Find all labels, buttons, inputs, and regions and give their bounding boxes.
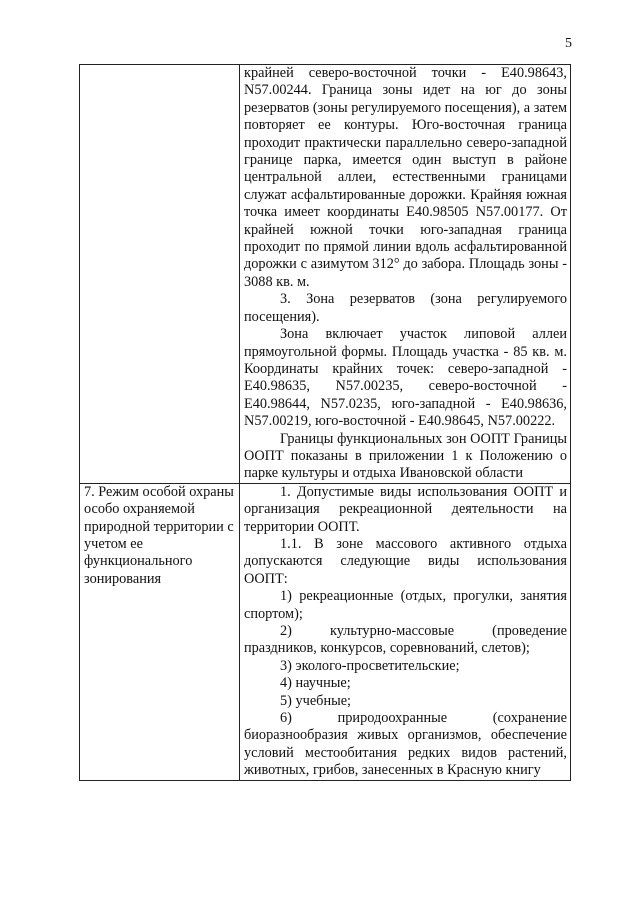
row1-right-cell bbox=[240, 65, 571, 484]
paragraph: 1. Допустимые виды использования ООПТ и организация рекреационной деятельности на территории ООПТ. bbox=[244, 483, 567, 535]
page-number: 5 bbox=[565, 36, 572, 51]
table-row bbox=[80, 65, 571, 484]
paragraph: Границы функциональных зон ООПТ Границы ООПТ показаны в приложении 1 к Положению о парке культуры и отдыха Ивановской области bbox=[244, 430, 567, 482]
paragraph: 1) рекреационные (отдых, прогулки, занятия спортом); bbox=[244, 588, 567, 622]
paragraph: Зона включает участок липовой аллеи прямоугольной формы. Площадь участка - 85 кв. м. Координаты крайних точек: северо-западной - E40.98635, N57.00235, северо-восточной - E40.98644, N57.0235, юго-западной - E40.98636, N57.00219, юго-восточной - E40.98645, N57.00222. bbox=[244, 326, 567, 430]
paragraph: 3) эколого-просветительские; bbox=[280, 657, 460, 674]
row2-left-cell bbox=[80, 483, 240, 780]
paragraph: 6) природоохранные (сохранение биоразнообразия живых организмов, обеспечение условий местообитания редких видов растений, животных, грибов, занесенных в Красную книгу bbox=[244, 710, 567, 779]
table-row bbox=[80, 483, 571, 780]
paragraph: 5) учебные; bbox=[280, 692, 352, 709]
paragraph: 1.1. В зоне массового активного отдыха допускаются следующие виды использования ООПТ: bbox=[244, 535, 567, 587]
paragraph: 2) культурно-массовые (проведение праздников, конкурсов, соревнований, слетов); bbox=[244, 623, 567, 657]
paragraph: крайней северо-восточной точки - E40.98643, N57.00244. Граница зоны идет на юг до зоны резерватов (зоны регулируемого посещения), а затем повторяет ее контуры. Юго-восточная граница проходит практически параллельно северо-западной границе парка, имеется один выступ в районе центральной аллеи, естественными границами служат асфальтированные дорожки. Крайняя южная точка имеет координаты E40.98505 N57.00177. От крайней южной точки юго-западная граница проходит по прямой линии вдоль асфальтированной дорожки с азимутом 312° до забора. Площадь зоны - 3088 кв. м. bbox=[244, 65, 567, 290]
row1-left-cell bbox=[80, 65, 240, 484]
row2-right-cell bbox=[240, 483, 571, 780]
regulation-table bbox=[79, 64, 571, 781]
row2-left-text: 7. Режим особой охраны особо охраняемой природной территории с учетом ее функционального зонирования bbox=[84, 483, 234, 587]
paragraph: 4) научные; bbox=[280, 675, 351, 692]
paragraph: 3. Зона резерватов (зона регулируемого посещения). bbox=[244, 291, 567, 325]
